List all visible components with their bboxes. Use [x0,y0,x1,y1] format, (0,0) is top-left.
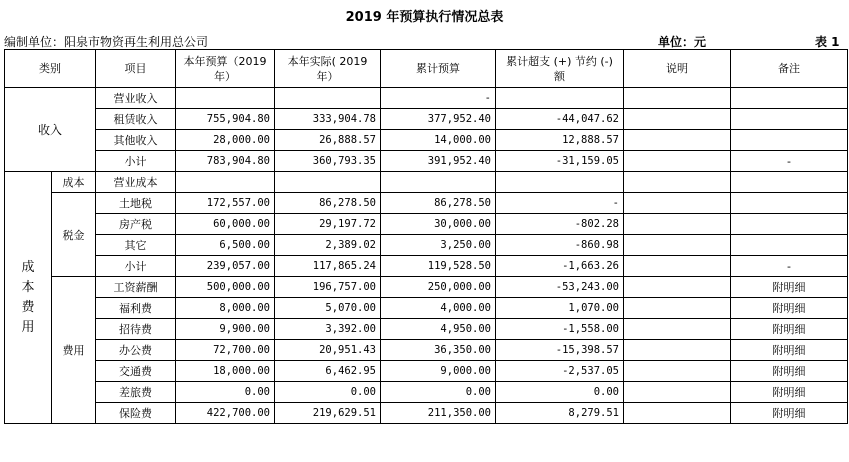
table-row-rent-income [5,109,848,130]
cell-remark: 附明细 [731,403,848,424]
table-row-biz-income [5,88,848,109]
cell-remark: - [731,256,848,277]
cell-item: 其它 [96,235,176,256]
cell-annual-budget: 0.00 [176,382,275,403]
cell-note [624,109,731,130]
cell-over-under: -1,663.26 [496,256,624,277]
header-row [5,50,848,88]
cell-annual-actual: 6,462.95 [275,361,381,382]
cell-annual-budget: 422,700.00 [176,403,275,424]
compiling-unit: 编制单位：阳泉市物资再生利用总公司 [4,35,209,49]
cell-note [624,130,731,151]
table-row-biz-cost [5,172,848,193]
cell-over-under: -860.98 [496,235,624,256]
cell-annual-actual: 360,793.35 [275,151,381,172]
cell-over-under: -31,159.05 [496,151,624,172]
cell-remark: 附明细 [731,277,848,298]
cell-over-under [496,172,624,193]
cell-remark [731,130,848,151]
table-row-land-tax [5,193,848,214]
group-tax: 税金 [52,193,96,277]
cell-over-under: -1,558.00 [496,319,624,340]
cell-cumulative-budget: 4,000.00 [381,298,496,319]
cell-annual-actual [275,88,381,109]
cell-item: 办公费 [96,340,176,361]
cell-annual-actual: 20,951.43 [275,340,381,361]
group-cost-fee [5,172,52,424]
cell-note [624,235,731,256]
cell-item: 保险费 [96,403,176,424]
cell-item: 小计 [96,256,176,277]
cell-annual-actual: 2,389.02 [275,235,381,256]
cell-item: 房产税 [96,214,176,235]
cell-annual-actual [275,172,381,193]
cell-cumulative-budget [381,172,496,193]
cell-annual-budget: 755,904.80 [176,109,275,130]
cell-cumulative-budget: 86,278.50 [381,193,496,214]
cell-note [624,151,731,172]
table-row-salary [5,277,848,298]
table-row-entertain [5,319,848,340]
cell-annual-actual: 333,904.78 [275,109,381,130]
cell-annual-actual: 86,278.50 [275,193,381,214]
cell-remark: 附明细 [731,298,848,319]
cell-cumulative-budget: 3,250.00 [381,235,496,256]
table-row-insurance [5,403,848,424]
group-fee: 费用 [52,277,96,424]
table-row-income-subtotal [5,151,848,172]
cell-cumulative-budget: 211,350.00 [381,403,496,424]
cell-over-under [496,88,624,109]
cell-annual-budget [176,88,275,109]
cell-cumulative-budget: 391,952.40 [381,151,496,172]
group-cost-fee-label: 成本费用 [21,259,35,335]
cell-annual-budget: 18,000.00 [176,361,275,382]
table-row-welfare [5,298,848,319]
cell-remark: - [731,151,848,172]
cell-annual-actual: 0.00 [275,382,381,403]
table-row-other-income [5,130,848,151]
cell-cumulative-budget: 14,000.00 [381,130,496,151]
cell-remark: 附明细 [731,340,848,361]
header-item: 项目 [96,50,176,88]
cell-over-under: 12,888.57 [496,130,624,151]
cell-annual-actual: 219,629.51 [275,403,381,424]
cell-note [624,382,731,403]
cell-annual-budget: 28,000.00 [176,130,275,151]
cell-cumulative-budget: 119,528.50 [381,256,496,277]
cell-remark: 附明细 [731,319,848,340]
header-remark: 备注 [731,50,848,88]
cell-item: 交通费 [96,361,176,382]
cell-annual-actual: 29,197.72 [275,214,381,235]
cell-annual-budget: 239,057.00 [176,256,275,277]
cell-annual-budget: 172,557.00 [176,193,275,214]
cell-annual-budget: 6,500.00 [176,235,275,256]
table-row-property-tax [5,214,848,235]
cell-remark [731,193,848,214]
report-title: 2019 年预算执行情况总表 [345,10,504,25]
cell-annual-actual: 196,757.00 [275,277,381,298]
cell-remark [731,172,848,193]
header-annual-actual: 本年实际( 2019 年） [275,50,381,88]
cell-remark [731,214,848,235]
cell-remark [731,109,848,130]
cell-item: 土地税 [96,193,176,214]
cell-annual-budget: 500,000.00 [176,277,275,298]
cell-note [624,88,731,109]
cell-annual-budget: 60,000.00 [176,214,275,235]
table-row-other-tax [5,235,848,256]
cell-note [624,340,731,361]
cell-cumulative-budget: 250,000.00 [381,277,496,298]
cell-cumulative-budget: 36,350.00 [381,340,496,361]
cell-item: 福利费 [96,298,176,319]
cell-annual-actual: 3,392.00 [275,319,381,340]
group-cost: 成本 [52,172,96,193]
header-category: 类别 [5,50,96,88]
cell-annual-budget [176,172,275,193]
cell-cumulative-budget: 0.00 [381,382,496,403]
cell-over-under: -15,398.57 [496,340,624,361]
cell-over-under: 8,279.51 [496,403,624,424]
cell-over-under: -802.28 [496,214,624,235]
cell-note [624,298,731,319]
cell-item: 营业成本 [96,172,176,193]
table-row-tax-subtotal [5,256,848,277]
cell-note [624,277,731,298]
cell-note [624,403,731,424]
cell-cumulative-budget: 30,000.00 [381,214,496,235]
cell-item: 其他收入 [96,130,176,151]
cell-item: 营业收入 [96,88,176,109]
cell-remark: 附明细 [731,361,848,382]
cell-annual-budget: 783,904.80 [176,151,275,172]
cell-item: 招待费 [96,319,176,340]
cell-cumulative-budget: - [381,88,496,109]
cell-cumulative-budget: 9,000.00 [381,361,496,382]
cell-note [624,172,731,193]
cell-annual-budget: 9,900.00 [176,319,275,340]
cell-over-under: 0.00 [496,382,624,403]
cell-item: 租赁收入 [96,109,176,130]
cell-note [624,319,731,340]
header-annual-budget: 本年预算（2019 年） [176,50,275,88]
cell-cumulative-budget: 377,952.40 [381,109,496,130]
table-row-office [5,340,848,361]
cell-item: 小计 [96,151,176,172]
currency-unit: 单位：元 [658,35,707,49]
cell-over-under: 1,070.00 [496,298,624,319]
sheet-number: 表 1 [815,35,840,49]
cell-note [624,256,731,277]
cell-annual-budget: 72,700.00 [176,340,275,361]
cell-over-under: - [496,193,624,214]
header-over-under: 累计超支 (+) 节约 (-) 额 [496,50,624,88]
header-cumulative-budget: 累计预算 [381,50,496,88]
cell-cumulative-budget: 4,950.00 [381,319,496,340]
cell-remark: 附明细 [731,382,848,403]
cell-note [624,193,731,214]
budget-table [4,49,848,424]
cell-annual-actual: 117,865.24 [275,256,381,277]
cell-note [624,361,731,382]
cell-over-under: -53,243.00 [496,277,624,298]
cell-remark [731,88,848,109]
cell-item: 工资薪酬 [96,277,176,298]
cell-annual-actual: 5,070.00 [275,298,381,319]
table-row-travel [5,382,848,403]
group-income: 收入 [5,88,96,172]
cell-annual-budget: 8,000.00 [176,298,275,319]
cell-over-under: -44,047.62 [496,109,624,130]
cell-annual-actual: 26,888.57 [275,130,381,151]
cell-over-under: -2,537.05 [496,361,624,382]
header-note: 说明 [624,50,731,88]
cell-item: 差旅费 [96,382,176,403]
table-row-transport [5,361,848,382]
cell-remark [731,235,848,256]
cell-note [624,214,731,235]
